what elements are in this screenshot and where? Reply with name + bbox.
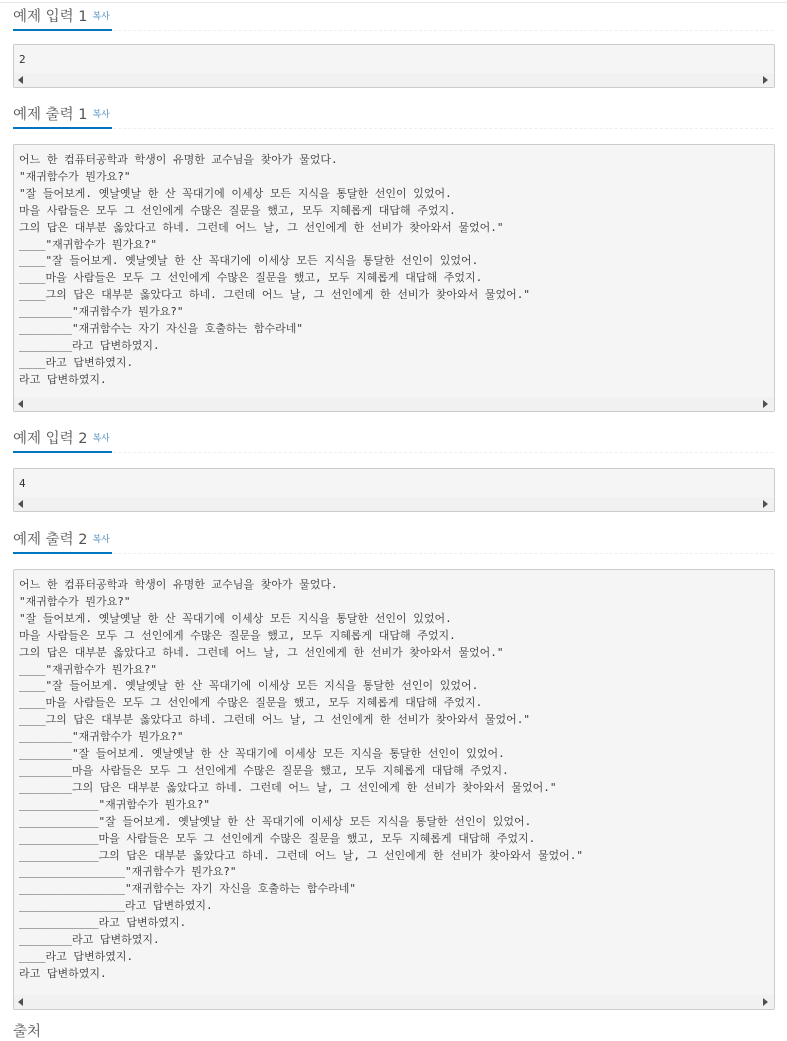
section-title-label: 예제 출력 2 xyxy=(13,532,88,548)
horizontal-scrollbar[interactable] xyxy=(14,995,774,1009)
sample-input-1-box[interactable] xyxy=(13,44,775,88)
section-title xyxy=(13,103,112,129)
section-headline xyxy=(13,5,773,31)
scroll-right-arrow-icon[interactable] xyxy=(763,998,768,1006)
section-headline xyxy=(13,103,773,129)
section-title xyxy=(13,528,112,554)
top-divider xyxy=(0,2,787,3)
section-headline xyxy=(13,427,773,453)
copy-button[interactable]: 복사 xyxy=(92,12,110,22)
sample-input-2-box[interactable] xyxy=(13,468,775,512)
sample-output-2-text: 어느 한 컴퓨터공학과 학생이 유명한 교수님을 찾아가 물었다. "재귀함수가 뭔가요?" "잘 들어보게. 옛날옛날 한 산 꼭대기에 이세상 모든 지식을 통달한 선인이 있었어. 마을 사람들은 모두 그 선인에게 수많은 질문을 했고, 모두 지혜롭게 대답해 주었지. 그의 답은 대부분 옳았다고 하네. 그런데 어느 날, 그 선인에게 한 선비가 찾아와서 물었어." ____"재귀함수가 뭔가요?" ____"잘 들어보게. 옛날옛날 한 산 꼭대기에 이세상 모든 지식을 통달한 선인이 있었어. ____마을 사람들은 모두 그 선인에게 수많은 질문을 했고, 모두 지혜롭게 대답해 주었지. ____그의 답은 대부분 옳았다고 하네. 그런데 어느 날, 그 선인에게 한 선비가 찾아와서 물었어." ________"재귀함수가 뭔가요?" ________"잘 들어보게. 옛날옛날 한 산 꼭대기에 이세상 모든 지식을 통달한 선인이 있었어. ________마을 사람들은 모두 그 선인에게 수많은 질문을 했고, 모두 지혜롭게 대답해 주었지. ________그의 답은 대부분 옳았다고 하네. 그런데 어느 날, 그 선인에게 한 선비가 찾아와서 물었어." ____________"재귀함수가 뭔가요?" ____________"잘 들어보게. 옛날옛날 한 산 꼭대기에 이세상 모든 지식을 통달한 선인이 있었어. ____________마을 사람들은 모두 그 선인에게 수많은 질문을 했고, 모두 지혜롭게 대답해 주었지. ____________그의 답은 대부분 옳았다고 하네. 그런데 어느 날, 그 선인에게 한 선비가 찾아와서 물었어." ________________"재귀함수가 뭔가요?" ________________"재귀함수는 자기 자신을 호출하는 함수라네" ________________라고 답변하였지. ____________라고 답변하였지. ________라고 답변하였지. ____라고 답변하였지. 라고 답변하였지. xyxy=(19,578,583,980)
horizontal-scrollbar[interactable] xyxy=(14,397,774,411)
copy-button[interactable]: 복사 xyxy=(92,434,110,444)
scroll-left-arrow-icon[interactable] xyxy=(18,998,23,1006)
sample-output-2-section xyxy=(13,528,773,554)
sample-output-1-box[interactable] xyxy=(13,144,775,412)
sample-output-2-box[interactable] xyxy=(13,569,775,1010)
scroll-right-arrow-icon[interactable] xyxy=(763,76,768,84)
sample-input-1-section xyxy=(13,5,773,31)
sample-input-2-text: 4 xyxy=(19,477,26,490)
copy-button[interactable]: 복사 xyxy=(92,110,110,120)
sample-output-1-section xyxy=(13,103,773,129)
section-headline xyxy=(13,528,773,554)
scroll-left-arrow-icon[interactable] xyxy=(18,76,23,84)
section-title-label: 예제 입력 2 xyxy=(13,431,88,447)
section-title-label: 예제 출력 1 xyxy=(13,107,88,123)
scroll-right-arrow-icon[interactable] xyxy=(763,500,768,508)
horizontal-scrollbar[interactable] xyxy=(14,497,774,511)
copy-button[interactable]: 복사 xyxy=(92,535,110,545)
scroll-left-arrow-icon[interactable] xyxy=(18,500,23,508)
section-title-label: 예제 입력 1 xyxy=(13,9,88,25)
sample-input-2-section xyxy=(13,427,773,453)
horizontal-scrollbar[interactable] xyxy=(14,73,774,87)
sample-output-1-text: 어느 한 컴퓨터공학과 학생이 유명한 교수님을 찾아가 물었다. "재귀함수가 뭔가요?" "잘 들어보게. 옛날옛날 한 산 꼭대기에 이세상 모든 지식을 통달한 선인이 있었어. 마을 사람들은 모두 그 선인에게 수많은 질문을 했고, 모두 지혜롭게 대답해 주었지. 그의 답은 대부분 옳았다고 하네. 그런데 어느 날, 그 선인에게 한 선비가 찾아와서 물었어." ____"재귀함수가 뭔가요?" ____"잘 들어보게. 옛날옛날 한 산 꼭대기에 이세상 모든 지식을 통달한 선인이 있었어. ____마을 사람들은 모두 그 선인에게 수많은 질문을 했고, 모두 지혜롭게 대답해 주었지. ____그의 답은 대부분 옳았다고 하네. 그런데 어느 날, 그 선인에게 한 선비가 찾아와서 물었어." ________"재귀함수가 뭔가요?" ________"재귀함수는 자기 자신을 호출하는 함수라네" ________라고 답변하였지. ____라고 답변하였지. 라고 답변하였지. xyxy=(19,153,530,386)
scroll-left-arrow-icon[interactable] xyxy=(18,400,23,408)
scroll-right-arrow-icon[interactable] xyxy=(763,400,768,408)
sample-input-1-text: 2 xyxy=(19,53,26,66)
section-title xyxy=(13,5,112,31)
source-section-title: 출처 xyxy=(13,1024,42,1040)
section-title xyxy=(13,427,112,453)
